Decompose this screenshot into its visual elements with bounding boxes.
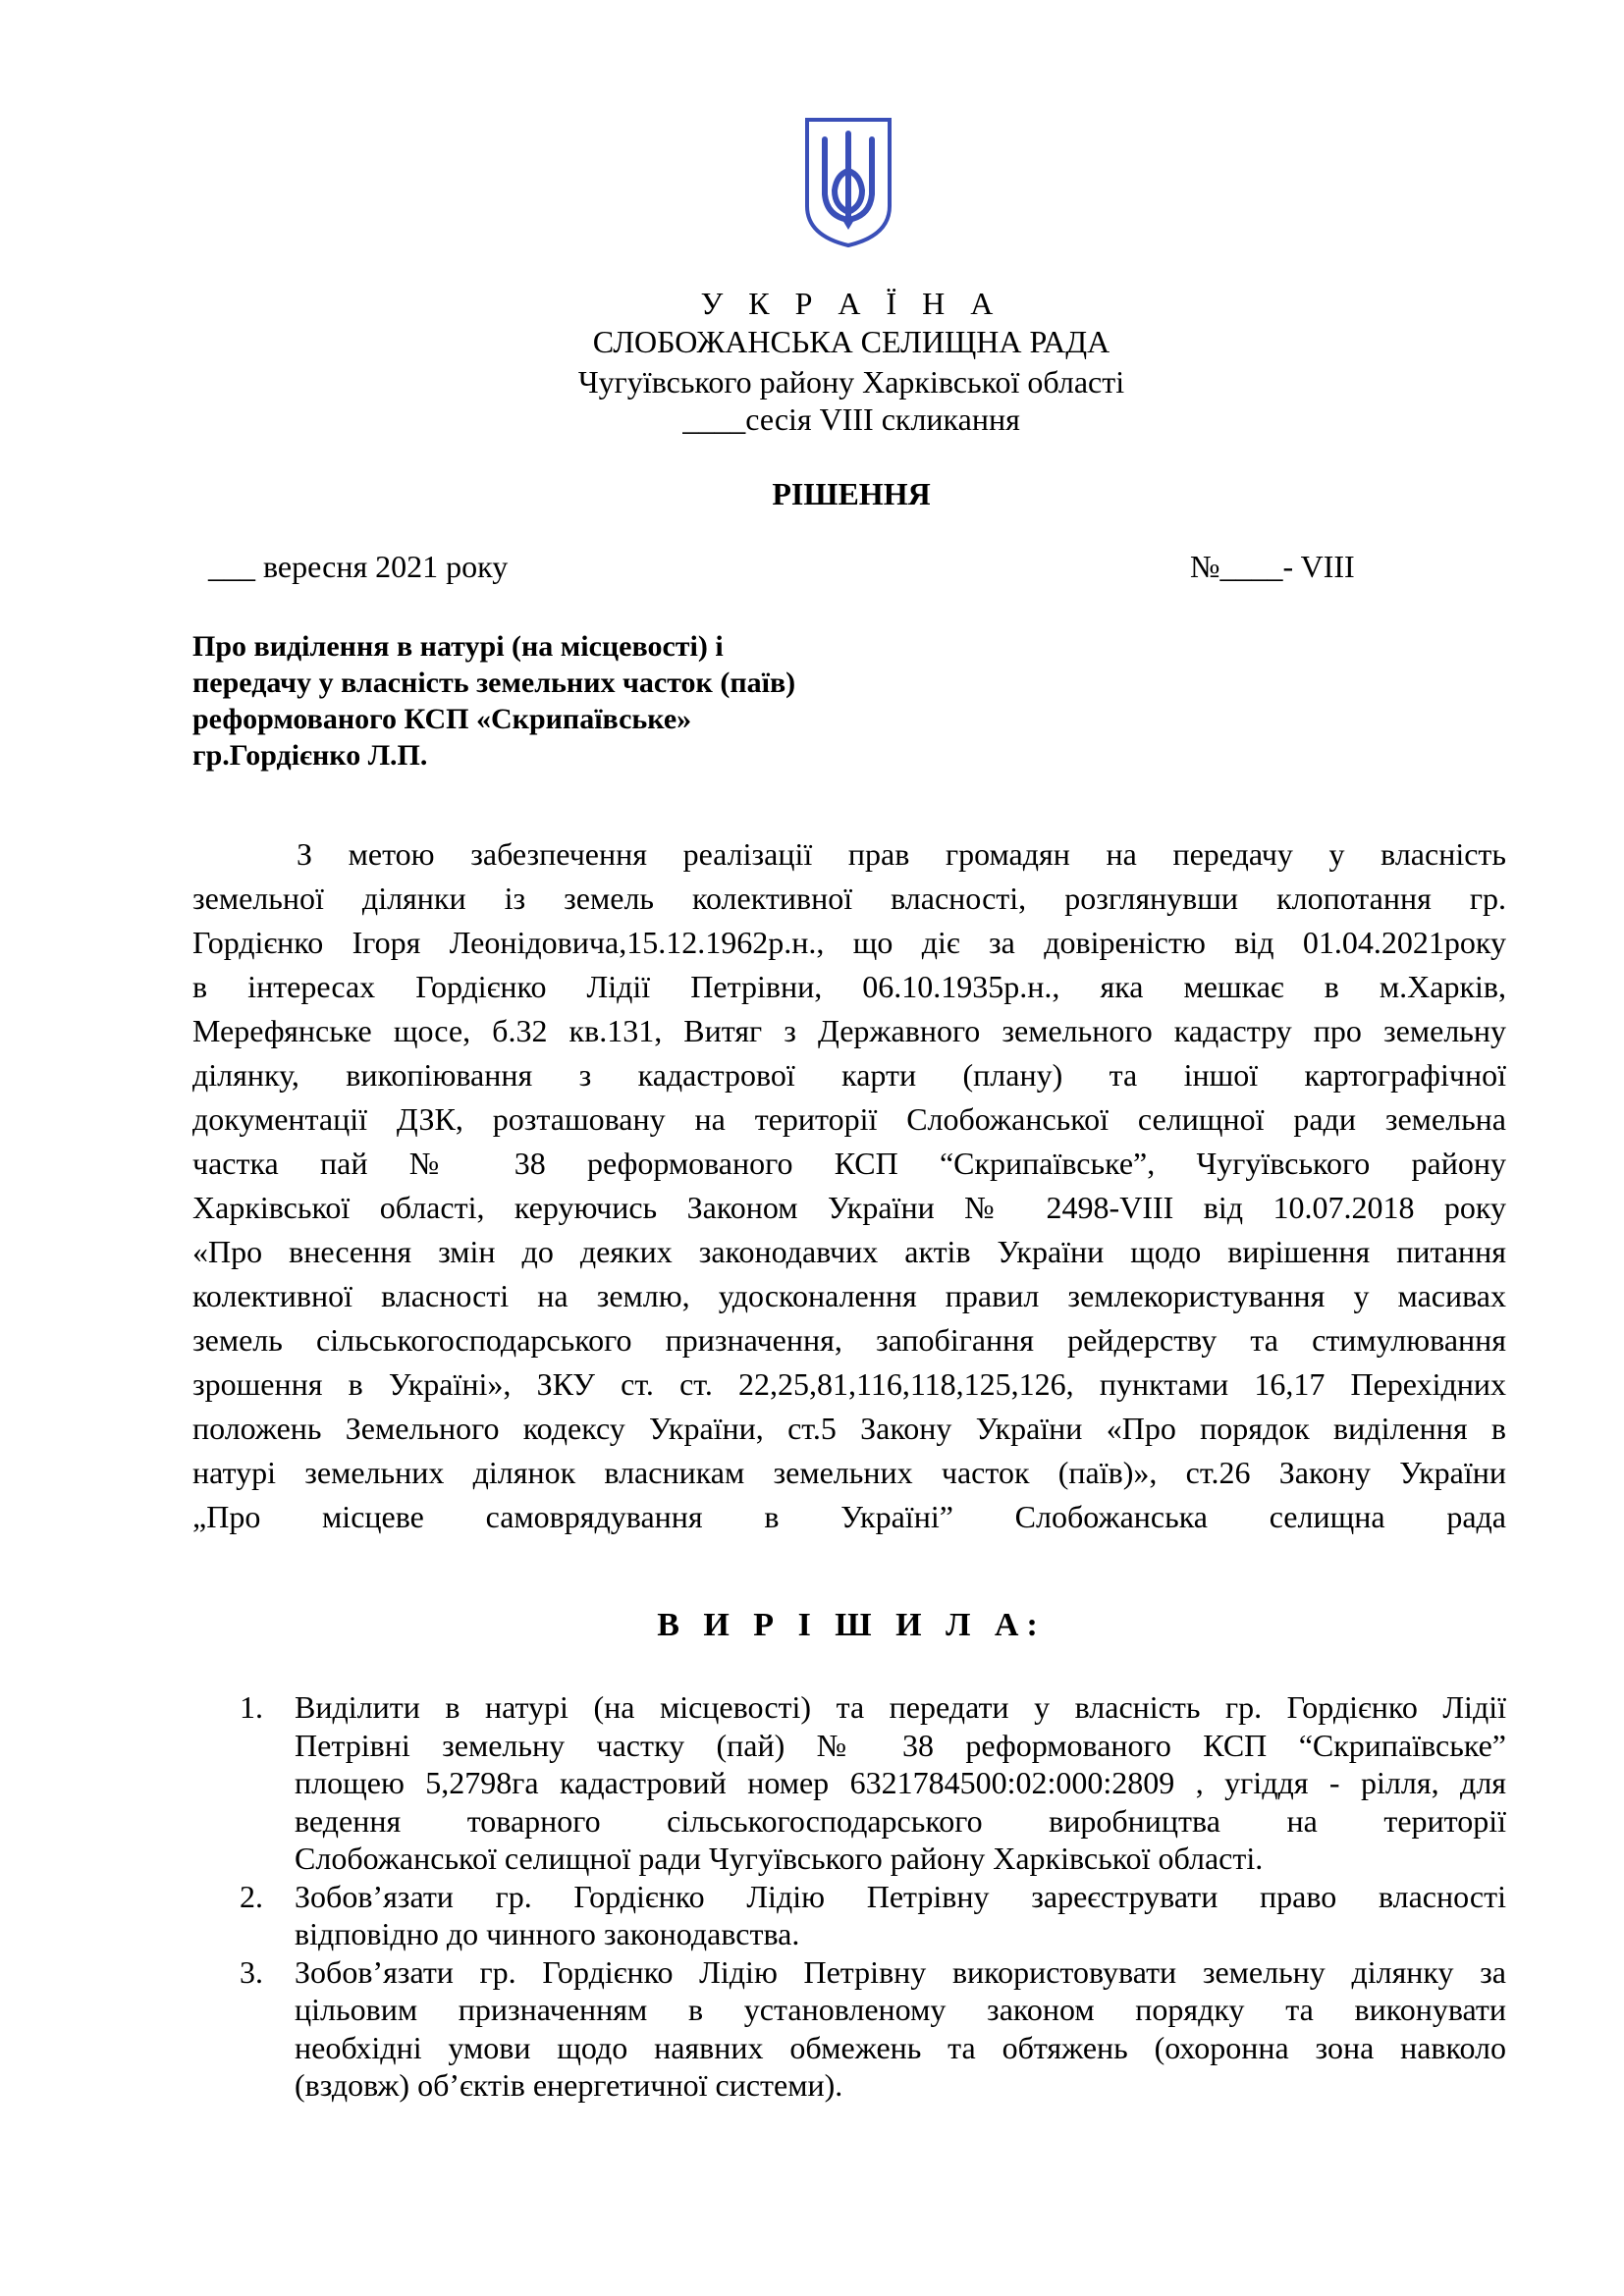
coat-of-arms-ukraine: [803, 116, 893, 249]
preamble-line: Харківської області, керуючись Законом України № 2498-VIII від 10.07.2018 року: [192, 1190, 1506, 1225]
preamble-line: положень Земельного кодексу України, ст.5 Закону України «Про порядок виділення в: [192, 1411, 1506, 1446]
item-number: 3.: [240, 1953, 263, 1990]
decision-items: [240, 1688, 1506, 2105]
preamble-line: ділянку, викопіювання з кадастрової карти (плану) та іншої картографічної: [192, 1057, 1506, 1093]
decision-subject: [192, 628, 795, 774]
preamble-line: „Про місцеве самоврядування в Україні” Слобожанська селищна рада: [192, 1499, 1506, 1534]
decision-number: №____- VIII: [1190, 549, 1355, 584]
preamble-line: Мерефянське щосе, б.32 кв.131, Витяг з Державного земельного кадастру про земельну: [192, 1013, 1506, 1048]
document-title: РІШЕННЯ: [772, 476, 931, 511]
preamble-line: частка пай № 38 реформованого КСП “Скрипаївське”, Чугуївського району: [192, 1146, 1506, 1181]
preamble-line: натурі земельних ділянок власникам земельних часток (паїв)», ст.26 Закону України: [192, 1455, 1506, 1490]
decision-item: [240, 1688, 1506, 1878]
preamble-line: документації ДЗК, розташовану на території Слобожанської селищної ради земельна: [192, 1101, 1506, 1137]
preamble-line: З метою забезпечення реалізації прав громадян на передачу у власність: [297, 836, 1506, 872]
decision-item: [240, 1953, 1506, 2105]
header-session: ____сесія VIII скликання: [682, 401, 1020, 437]
item-line: цільовим призначенням в установленому законом порядку та виконувати: [295, 1992, 1506, 2027]
subject-line: передачу у власність земельних часток (паїв): [192, 667, 796, 699]
item-number: 1.: [240, 1689, 263, 1725]
item-line: Виділити в натурі (на місцевості) та передати у власність гр. Гордієнко Лідії: [295, 1689, 1506, 1725]
item-line: Слобожанської селищної ради Чугуївського району Харківської області.: [295, 1841, 1264, 1876]
item-line: Зобов’язати гр. Гордієнко Лідію Петрівну використовувати земельну ділянку за: [295, 1953, 1506, 1990]
item-line: площею 5,2798га кадастровий номер 6321784500:02:000:2809 , угіддя - рілля, для: [295, 1765, 1506, 1800]
item-line: відповідно до чинного законодавства.: [295, 1916, 800, 1951]
preamble-line: земель сільськогосподарського призначення, запобігання рейдерству та стимулювання: [192, 1322, 1506, 1358]
item-line: Зобов’язати гр. Гордієнко Лідію Петрівну зареєструвати право власності: [295, 1878, 1506, 1914]
decision-date: ___ вересня 2021 року: [208, 549, 509, 584]
item-line: ведення товарного сільськогосподарського виробництва на території: [295, 1802, 1506, 1839]
preamble-line: «Про внесення змін до деяких законодавчих актів України щодо вирішення питання: [192, 1234, 1506, 1269]
preamble-line: земельної ділянки із земель колективної власності, розглянувши клопотання гр.: [192, 881, 1506, 916]
preamble-line: в інтересах Гордієнко Лідії Петрівни, 06.10.1935р.н., яка мешкає в м.Харків,: [192, 969, 1506, 1004]
preamble-line: колективної власності на землю, удосконалення правил землекористування у масивах: [192, 1278, 1506, 1313]
item-line: Петрівні земельну частку (пай) № 38 реформованого КСП “Скрипаївське”: [295, 1727, 1506, 1763]
preamble-paragraph: [192, 832, 1506, 1583]
decision-item: [240, 1878, 1506, 1953]
preamble-line: зрошення в Україні», ЗКУ ст. ст. 22,25,81,116,118,125,126, пунктами 16,17 Перехідних: [192, 1366, 1506, 1402]
item-number: 2.: [240, 1878, 263, 1914]
header-council: СЛОБОЖАНСЬКА СЕЛИЩНА РАДА: [592, 324, 1110, 359]
item-line: (вздовж) об’єктів енергетичної системи).: [295, 2067, 843, 2103]
preamble-line: [192, 1539, 1506, 1583]
header-district: Чугуївського району Харківської області: [577, 364, 1125, 400]
preamble-line: Гордієнко Ігоря Леонідовича,15.12.1962р.н., що діє за довіреністю від 01.04.2021року: [192, 925, 1506, 960]
subject-line: гр.Гордієнко Л.П.: [192, 739, 428, 772]
header-country: У К Р А Ї Н А: [700, 286, 1002, 321]
subject-line: реформованого КСП «Скрипаївське»: [192, 703, 692, 735]
subject-line: Про виділення в натурі (на місцевості) і: [192, 630, 724, 663]
item-line: необхідні умови щодо наявних обмежень та обтяжень (охоронна зона навколо: [295, 2029, 1506, 2065]
decided-heading: В И Р І Ш И Л А:: [657, 1607, 1046, 1643]
